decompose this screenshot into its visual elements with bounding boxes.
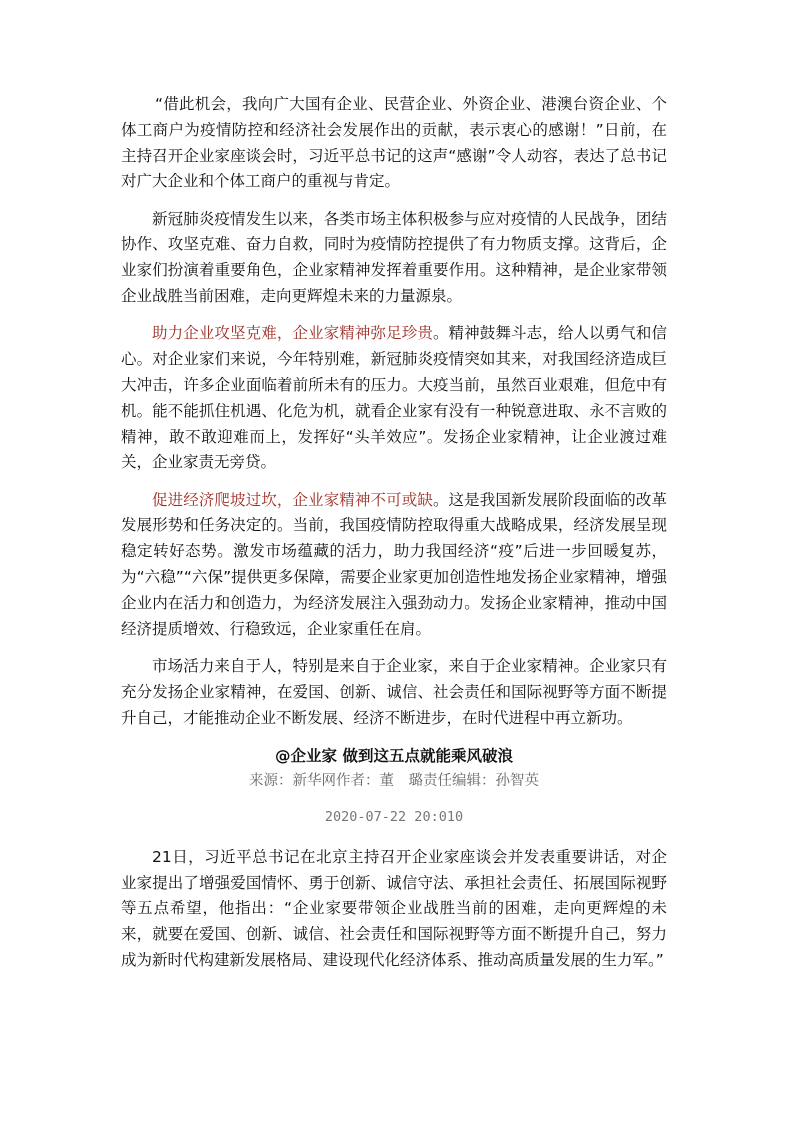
paragraph-market-vitality <box>121 654 667 731</box>
paragraph-text: 21日，习近平总书记在北京主持召开企业家座谈会并发表重要讲话，对企业家提出了增强爱国情怀、勇于创新、诚信守法、承担社会责任、拓展国际视野等五点希望，他指出：“企业家要带领企业战胜当前的困难，走向更辉煌的未来，就要在爱国、创新、诚信、社会责任和国际视野等方面不断提升自己，努力成为新时代构建新发展格局、建设现代化经济体系、推动高质量发展的生力军。” <box>121 847 667 970</box>
article-date: 2020-07-22 20:010 <box>324 808 464 825</box>
paragraph-text: 。这是我国新发展阶段面临的改革发展形势和任务决定的。当前，我国疫情防控取得重大战略成果，经济发展呈现稳定转好态势。激发市场蕴藏的活力，助力我国经济“疫”后进一步回暖复苏，为“六稳”“六保”提供更多保障，需要企业家更加创造性地发扬企业家精神，增强企业内在活力和创造力，为经济发展注入强劲动力。发扬企业家精神，推动中国经济提质增效、行稳致远，企业家重任在肩。 <box>121 490 667 638</box>
paragraph-pandemic <box>121 207 667 310</box>
paragraph-text: “借此机会，我向广大国有企业、民营企业、外资企业、港澳台资企业、个体工商户为疫情防控和经济社会发展作出的贡献，表示衷心的感谢！”日前，在主持召开企业家座谈会时，习近平总书记的这声“感谢”令人动容，表达了总书记对广大企业和个体工商户的重视与肯定。 <box>121 95 667 191</box>
paragraph-economic-growth <box>121 488 667 643</box>
paragraph-text: 市场活力来自于人，特别是来自于企业家，来自于企业家精神。企业家只有充分发扬企业家精神，在爱国、创新、诚信、社会责任和国际视野等方面不断提升自己，才能推动企业不断发展、经济不断进步，在时代进程中再立新功。 <box>121 656 667 727</box>
paragraph-text: 。精神鼓舞斗志，给人以勇气和信心。对企业家们来说，今年特别难，新冠肺炎疫情突如其来，对我国经济造成巨大冲击，许多企业面临着前所未有的压力。大疫当前，虽然百业艰难，但危中有机。能不能抓住机遇、化危为机，就看企业家有没有一种锐意进取、永不言败的精神，敢不敢迎难而上，发挥好“头羊效应”。发扬企业家精神，让企业渡过难关，企业家责无旁贷。 <box>121 324 667 472</box>
article-title: @企业家 做到这五点就能乘风破浪 <box>275 746 513 765</box>
document-content <box>121 92 667 985</box>
highlight-heading: 促进经济爬坡过坎，企业家精神不可或缺 <box>152 490 433 509</box>
paragraph-thanks <box>121 92 667 195</box>
highlight-heading: 助力企业攻坚克难，企业家精神弥足珍贵 <box>152 324 433 343</box>
article-source-line: 来源：新华网作者：董 璐责任编辑：孙智英 <box>249 772 539 789</box>
paragraph-text: 新冠肺炎疫情发生以来，各类市场主体积极参与应对疫情的人民战争，团结协作、攻坚克难、奋力自救，同时为疫情防控提供了有力物质支撑。这背后，企业家们扮演着重要角色，企业家精神发挥着重要作用。这种精神，是企业家带领企业战胜当前困难，走向更辉煌未来的力量源泉。 <box>121 209 667 306</box>
article-body <box>121 845 667 974</box>
paragraph-overcome-difficulties <box>121 321 667 476</box>
